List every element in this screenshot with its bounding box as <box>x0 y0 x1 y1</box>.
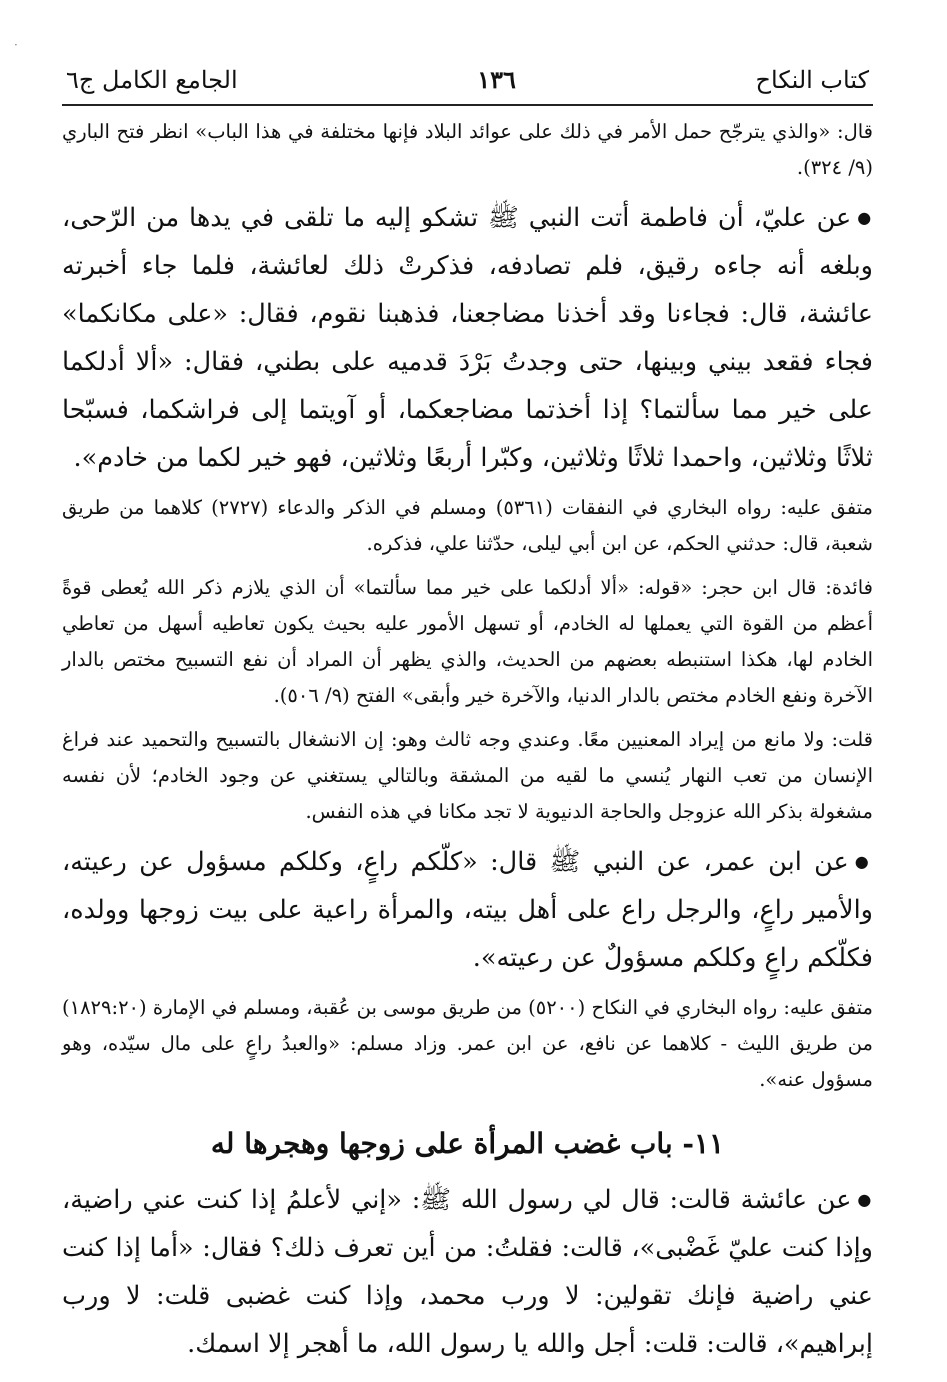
corner-mark: · <box>14 38 18 52</box>
takhrij-paragraph: متفق عليه: رواه البخاري في النفقات (٥٣٦١) ومسلم في الذكر والدعاء (٢٧٢٧) كلاهما من طريق شعبة، قال: حدثني الحكم، عن ابن أبي ليلى، حدّثنا علي، فذكره. <box>62 496 873 555</box>
benefit-paragraph: فائدة: قال ابن حجر: «قوله: «ألا أدلكما على خير مما سألتما» أن الذي يلازم ذكر الله يُعطى قوةً أعظم من القوة التي يعملها له الخادم، أو تسهل الأمور عليه بحيث يكون تعاطيه أسهل من تعاطي الخادم لها، هكذا استنبطه بعضهم من الحديث، والذي يظهر أن المراد أن نفع التسبيح مختص بالدار الآخرة ونفع الخادم مختص بالدار الدنيا، والآخرة خير وأبقى» الفتح (٩/ ٥٠٦). <box>62 576 873 707</box>
series-title: الجامع الكامل ج٦ <box>66 66 238 94</box>
book-title: كتاب النكاح <box>755 66 869 94</box>
chapter-heading: ١١- باب غضب المرأة على زوجها وهجرها له <box>210 1127 725 1160</box>
page-number: ١٣٦ <box>477 65 516 94</box>
running-header <box>62 62 873 106</box>
hadith-paragraph: ●عن عليّ، أن فاطمة أتت النبي ﷺ تشكو إليه ما تلقى في يدها من الرّحى، وبلغه أنه جاءه رقيق، فلم تصادفه، فذكرتْ ذلك لعائشة، فلما جاء أخبرته عائشة، قال: فجاءنا وقد أخذنا مضاجعنا، فذهبنا نقوم، فقال: «على مكانكما» فجاء فقعد بيني وبينها، حتى وجدتُ بَرْدَ قدميه على بطني، فقال: «ألا أدلكما على خير مما سألتما؟ إذا أخذتما مضاجعكما، أو آويتما إلى فراشكما، فسبّحا ثلاثًا وثلاثين، واحمدا ثلاثًا وثلاثين، وكبّرا أربعًا وثلاثين، فهو خير لكما من خادم». <box>62 203 873 473</box>
bullet-icon: ● <box>857 208 873 227</box>
bullet-icon: ● <box>857 1190 873 1209</box>
note-paragraph: قال: «والذي يترجّح حمل الأمر في ذلك على عوائد البلاد فإنها مختلفة في هذا الباب» انظر فتح الباري (٩/ ٣٢٤). <box>62 120 873 179</box>
takhrij-paragraph: متفق عليه: رواه البخاري في النكاح (٥٢٠٠) من طريق موسى بن عُقبة، ومسلم في الإمارة (١٨٢٩:٢٠) من طريق الليث - كلاهما عن نافع، عن ابن عمر. وزاد مسلم: «والعبدُ راعٍ على مال سيّده، وهو مسؤول عنه». <box>62 996 873 1091</box>
bullet-icon: ● <box>854 852 874 871</box>
hadith-paragraph: ●عن عائشة قالت: قال لي رسول الله ﷺ: «إني لأعلمُ إذا كنت عني راضية، وإذا كنت عليّ غَضْبى»، قالت: فقلتُ: من أين تعرف ذلك؟ فقال: «أما إذا كنت عني راضية فإنك تقولين: لا ورب محمد، وإذا كنت غضبى قلت: لا ورب إبراهيم»، قالت: قلت: أجل والله يا رسول الله، ما أهجر إلا اسمك. <box>62 1185 873 1359</box>
commentary-paragraph: قلت: ولا مانع من إيراد المعنيين معًا. وعندي وجه ثالث وهو: إن الانشغال بالتسبيح والتحميد عند فراغ الإنسان من تعب النهار يُنسي ما لقيه من المشقة وبالتالي يستغني عن وجود الخادم؛ لأن نفسه مشغولة بذكر الله عزوجل والحاجة الدنيوية لا تجد مكانا في هذه النفس. <box>62 728 873 823</box>
hadith-paragraph: ●عن ابن عمر، عن النبي ﷺ قال: «كلّكم راعٍ، وكلكم مسؤول عن رعيته، والأمير راعٍ، والرجل راع على أهل بيته، والمرأة راعية على بيت زوجها وولده، فكلّكم راعٍ وكلكم مسؤولٌ عن رعيته». <box>62 847 874 973</box>
